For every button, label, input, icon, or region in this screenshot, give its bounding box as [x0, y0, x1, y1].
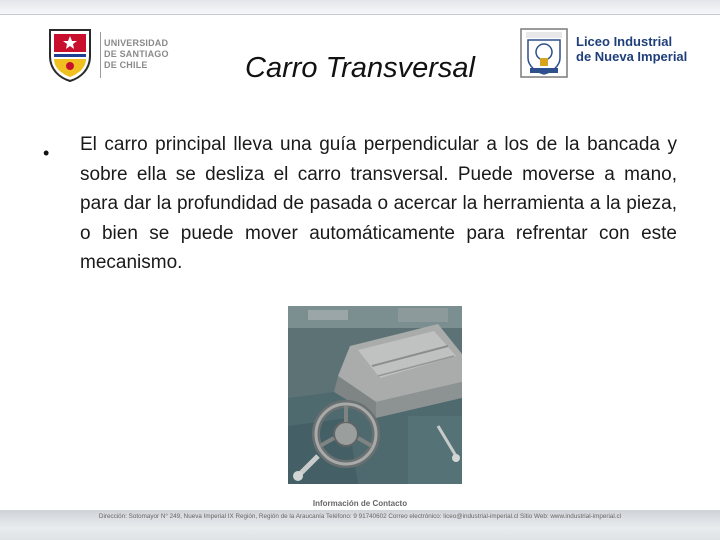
slide-title: Carro Transversal [245, 52, 475, 84]
bullet-text: El carro principal lleva una guía perpendicular a los de la bancada y sobre ella se desliza el carro transversal. Puede moverse a mano, para dar la profundidad de pasada o acercar la herramienta a la pieza, o bien se puede mover automáticamente para refrentar con este mecanismo. [80, 134, 677, 273]
lathe-cross-slide-photo [288, 306, 462, 484]
footer-title: Información de Contacto [312, 499, 408, 508]
university-logo-divider [100, 32, 101, 78]
school-name-line: de Nueva Imperial [576, 49, 688, 64]
university-name [104, 38, 184, 71]
school-emblem-icon [520, 28, 568, 78]
university-shield-icon [46, 26, 94, 82]
university-name-line: DE SANTIAGO [104, 49, 169, 59]
footer-contact-info: Dirección: Sotomayor N° 249, Nueva Imperial IX Región, Región de la Araucanía Teléfono: 9 91740602 Correo electrónico: liceo@industrial-imperial.cl Sitio Web: www.industrial-imperial.cl [98, 513, 622, 520]
school-name [576, 34, 686, 64]
top-divider [0, 14, 720, 15]
university-name-line: DE CHILE [104, 60, 148, 70]
school-logo [520, 28, 688, 80]
school-name-line: Liceo Industrial [576, 34, 673, 49]
university-name-line: UNIVERSIDAD [104, 38, 169, 48]
top-decorative-strip [0, 0, 720, 14]
university-logo [46, 26, 181, 84]
bullet-marker: • [43, 143, 50, 163]
